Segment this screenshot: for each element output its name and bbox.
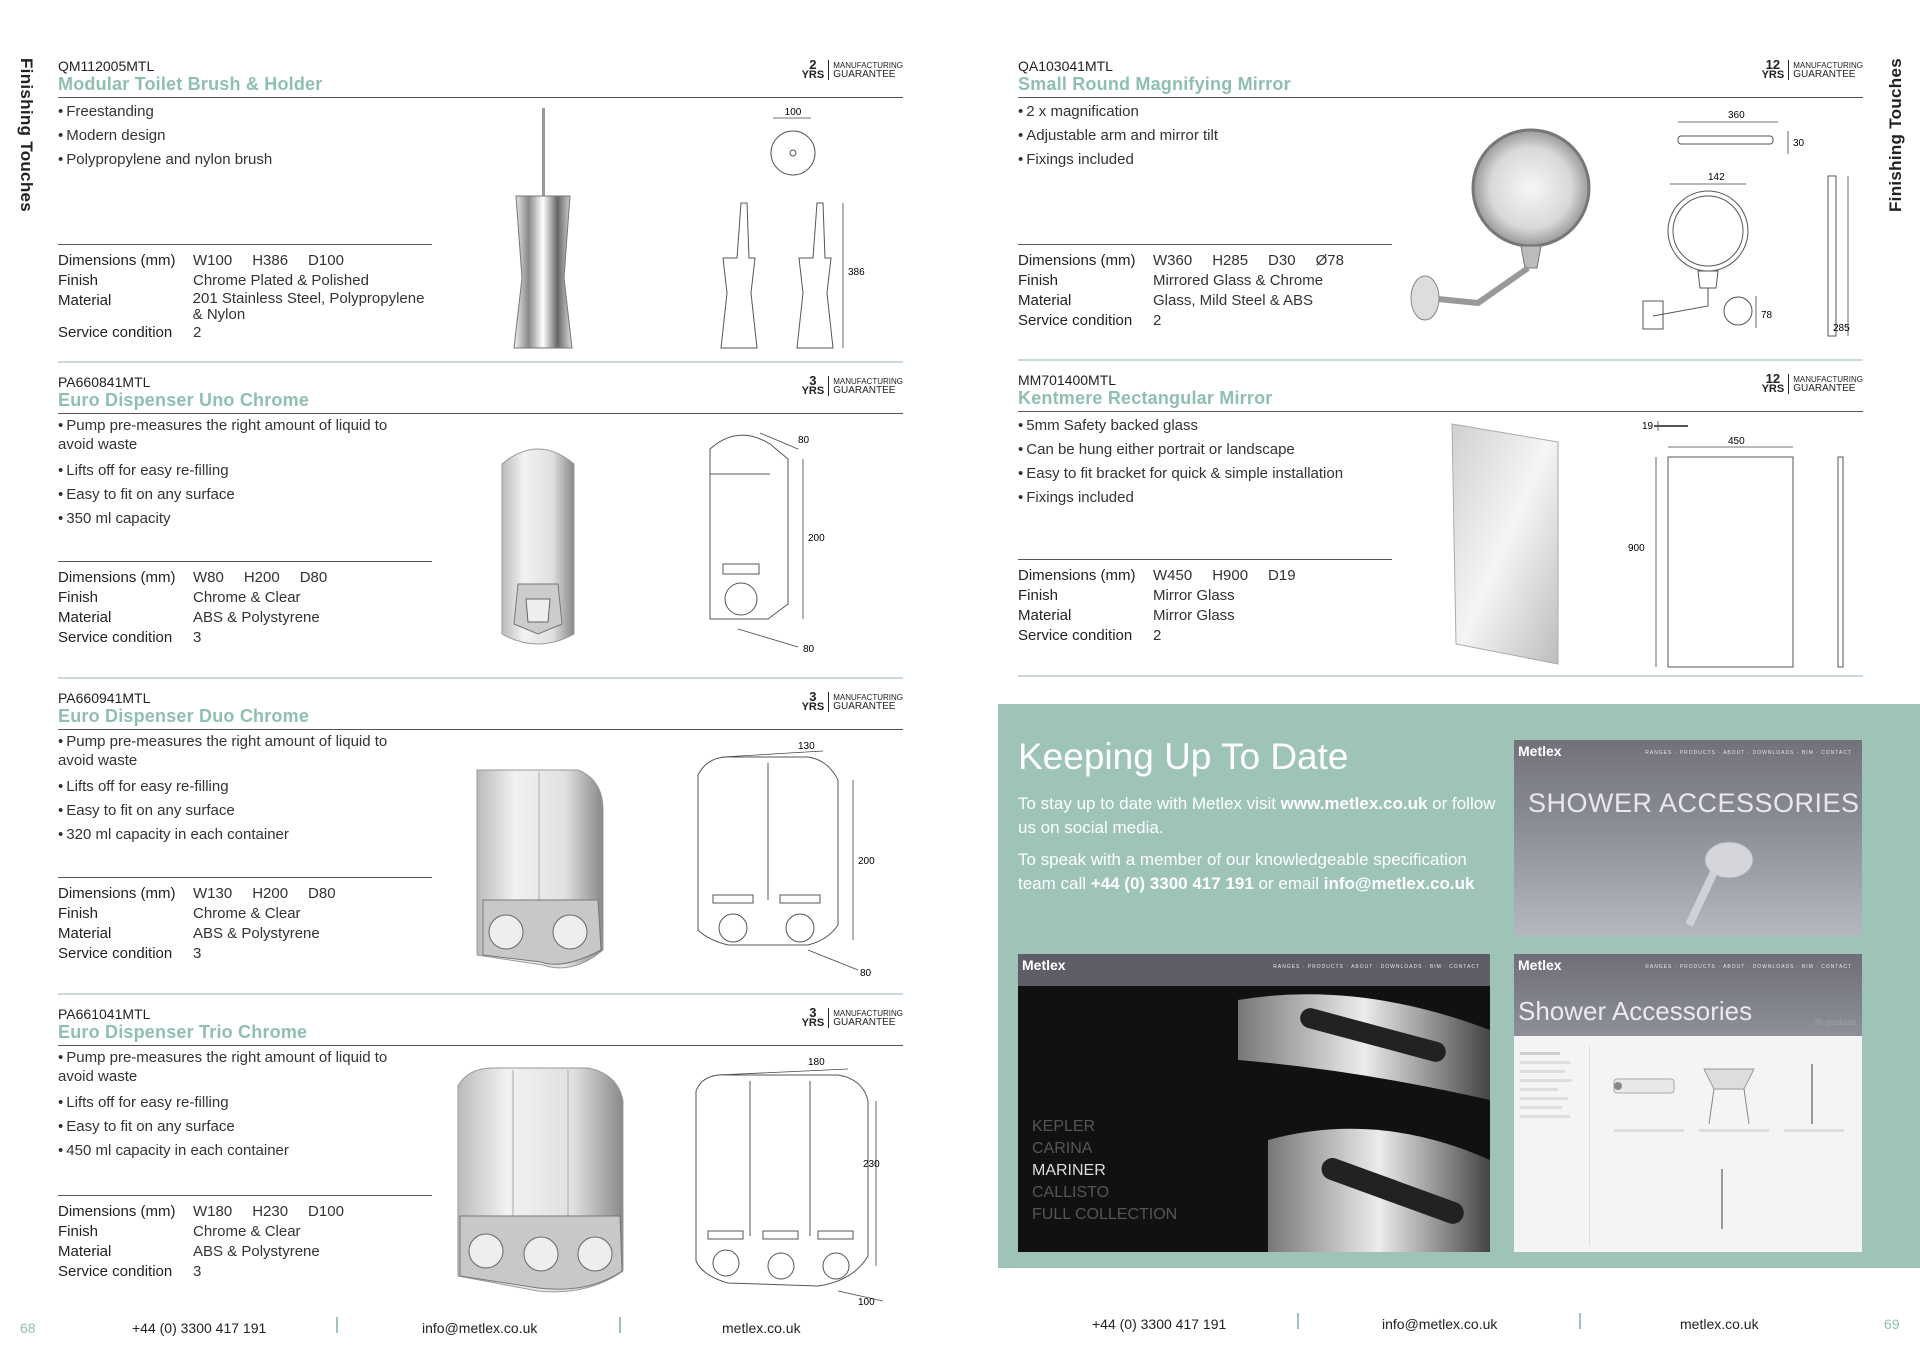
feature-list (58, 100, 272, 172)
collection-item[interactable]: KEPLER (1032, 1118, 1096, 1135)
feature-item: • Pump pre-measures the right amount of liquid to avoid waste (58, 733, 388, 769)
dimension-label: 80 (803, 644, 815, 654)
feature-item: • Modern design (58, 127, 166, 144)
dimension-label: 230 (863, 1159, 880, 1170)
spec-table: Dimensions (mm) W450 H900 D19 Finish Mirror Glass Material Mirror Glass Service condition 2 (1018, 559, 1392, 646)
toilet-brush-photo (498, 108, 588, 358)
feature-item: • Easy to fit on any surface (58, 1118, 235, 1135)
rectangular-mirror-photo (1450, 422, 1560, 667)
magnifying-mirror-photo (1403, 128, 1603, 343)
screenshot-heading: Shower Accessories (1518, 996, 1753, 1026)
divider (58, 1045, 903, 1046)
dimension-label: 142 (1708, 172, 1725, 183)
footer-phone-right[interactable]: +44 (0) 3300 417 191 (1092, 1316, 1227, 1332)
product-dispenser-uno (58, 374, 903, 679)
dimension-label: 80 (860, 968, 872, 979)
product-grid (1604, 1059, 1854, 1239)
screenshot-heading: SHOWER ACCESSORIES (1528, 788, 1860, 818)
collection-item[interactable]: FULL COLLECTION (1032, 1206, 1178, 1223)
divider (58, 993, 903, 995)
dispenser-duo-drawing (688, 735, 888, 980)
site-nav: RANGES · PRODUCTS · ABOUT · DOWNLOADS · BIM · CONTACT (1645, 750, 1852, 756)
product-name: Euro Dispenser Duo Chrome (58, 706, 310, 726)
magnifying-mirror-drawing (1638, 106, 1858, 356)
dispenser-trio-drawing (688, 1051, 893, 1306)
guarantee-badge: 3 YRS MANUFACTURING GUARANTEE (801, 1005, 903, 1029)
feature-item: • Polypropylene and nylon brush (58, 151, 273, 168)
dimension-label: 130 (798, 741, 815, 752)
dimension-label: 450 (1728, 436, 1745, 447)
product-name: Euro Dispenser Uno Chrome (58, 390, 310, 410)
guarantee-badge: 2 YRS MANUFACTURING GUARANTEE (801, 57, 903, 81)
dispenser-trio-photo (448, 1056, 628, 1296)
spec-table: Dimensions (mm) W130 H200 D80 Finish Chrome & Clear Material ABS & Polystyrene Service condition 3 (58, 877, 432, 964)
guarantee-badge: 12 YRS MANUFACTURING GUARANTEE (1761, 371, 1863, 395)
banner-title: Keeping Up To Date (1018, 736, 1349, 777)
product-name: Small Round Magnifying Mirror (1018, 74, 1291, 94)
metlex-logo: Metlex (1518, 957, 1562, 973)
footer-phone-left[interactable]: +44 (0) 3300 417 191 (132, 1320, 267, 1336)
footer-separator (1579, 1313, 1581, 1329)
feature-item: • 350 ml capacity (58, 510, 171, 527)
feature-item: • Easy to fit on any surface (58, 486, 235, 503)
product-code: QA103041MTL (1018, 58, 1113, 74)
feature-item: • 5mm Safety backed glass (1018, 417, 1199, 434)
banner-text-visit: To stay up to date with Metlex visit www.metlex.co.uk or follow us on social media. (1018, 794, 1496, 837)
divider (58, 729, 903, 730)
product-code: PA660941MTL (58, 690, 151, 706)
collection-item[interactable]: CARINA (1032, 1140, 1093, 1157)
feature-item: • Freestanding (58, 103, 154, 120)
feature-list (1018, 414, 1343, 510)
dimension-label: 30 (1793, 138, 1805, 149)
dimension-label: 200 (808, 533, 825, 544)
spec-table: Dimensions (mm) W80 H200 D80 Finish Chrome & Clear Material ABS & Polystyrene Service condition 3 (58, 561, 432, 648)
feature-item: • Pump pre-measures the right amount of liquid to avoid waste (58, 417, 388, 453)
feature-item: • Pump pre-measures the right amount of liquid to avoid waste (58, 1049, 388, 1085)
website-link[interactable]: www.metlex.co.uk (1280, 794, 1428, 813)
toilet-brush-drawing (713, 98, 893, 363)
spec-table: Dimensions (mm) W360 H285 D30 Ø78 Finish Mirrored Glass & Chrome Material Glass, Mild Steel & ABS Service condition 2 (1018, 244, 1392, 331)
product-code: PA660841MTL (58, 374, 151, 390)
site-nav: RANGES · PRODUCTS · ABOUT · DOWNLOADS · BIM · CONTACT (1645, 964, 1852, 970)
guarantee-badge: 12 YRS MANUFACTURING GUARANTEE (1761, 57, 1863, 81)
product-code: QM112005MTL (58, 58, 155, 74)
feature-item: • Fixings included (1018, 151, 1134, 168)
divider (58, 677, 903, 679)
collection-item[interactable]: CALLISTO (1032, 1184, 1110, 1201)
product-count: 36 products (1814, 1018, 1856, 1027)
footer-web-right[interactable]: metlex.co.uk (1680, 1316, 1759, 1332)
dimension-label: 100 (858, 1297, 875, 1306)
divider (1018, 359, 1863, 361)
dimension-label: 360 (1728, 110, 1745, 121)
feature-item: • Fixings included (1018, 489, 1134, 506)
dispenser-uno-photo (498, 434, 578, 654)
shower-head-image (1674, 830, 1764, 930)
product-dispenser-trio (58, 1006, 903, 1306)
banner-text-contact: To speak with a member of our knowledgeable specification team call +44 (0) 3300 417 191 or email info@metlex.co.uk (1018, 850, 1475, 893)
product-code: MM701400MTL (1018, 372, 1117, 388)
dimension-label: 19 (1642, 421, 1654, 432)
divider (58, 413, 903, 414)
website-screenshot-collections (1018, 954, 1490, 1252)
spec-table: Dimensions (mm) W100 H386 D100 Finish Chrome Plated & Polished Material 201 Stainless Steel, Polypropylene & Nylon Service condition 2 (58, 244, 432, 343)
feature-item: • Lifts off for easy re-filling (58, 1094, 229, 1111)
dimension-label: 180 (808, 1057, 825, 1068)
page-number-left: 68 (20, 1320, 36, 1336)
dimension-label: 285 (1833, 323, 1850, 334)
product-name: Euro Dispenser Trio Chrome (58, 1022, 308, 1042)
rectangular-mirror-drawing (1628, 417, 1858, 672)
product-name: Kentmere Rectangular Mirror (1018, 388, 1273, 408)
feature-item: • Can be hung either portrait or landscape (1018, 441, 1295, 458)
keeping-up-to-date-banner (998, 704, 1920, 1268)
website-screenshot-shower-accessories (1514, 740, 1862, 936)
guarantee-badge: 3 YRS MANUFACTURING GUARANTEE (801, 373, 903, 397)
website-screenshot-product-listing (1514, 954, 1862, 1252)
shower-product-image (1238, 990, 1490, 1252)
footer-separator (336, 1317, 338, 1333)
product-dispenser-duo (58, 690, 903, 995)
site-nav: RANGES · PRODUCTS · ABOUT · DOWNLOADS · BIM · CONTACT (1273, 964, 1480, 970)
collection-list (1032, 1116, 1177, 1226)
collection-item[interactable]: MARINER (1032, 1162, 1106, 1179)
dimension-label: 900 (1628, 543, 1645, 554)
divider (1018, 675, 1863, 677)
product-magnifying-mirror (1018, 58, 1863, 361)
feature-list (58, 416, 388, 531)
filter-sidebar (1520, 1046, 1590, 1246)
feature-item: • Easy to fit bracket for quick & simple installation (1018, 465, 1344, 482)
product-code: PA661041MTL (58, 1006, 151, 1022)
product-name: Modular Toilet Brush & Holder (58, 74, 323, 94)
feature-item: • Adjustable arm and mirror tilt (1018, 127, 1218, 144)
dimension-label: 100 (784, 107, 802, 118)
feature-list (58, 732, 388, 847)
metlex-logo: Metlex (1518, 743, 1562, 759)
spec-table: Dimensions (mm) W180 H230 D100 Finish Chrome & Clear Material ABS & Polystyrene Service condition 3 (58, 1195, 432, 1282)
footer-email-right[interactable]: info@metlex.co.uk (1382, 1316, 1498, 1332)
feature-item: • 320 ml capacity in each container (58, 826, 289, 843)
feature-item: • Easy to fit on any surface (58, 802, 235, 819)
dimension-label: 200 (858, 856, 875, 867)
section-title-left: Finishing Touches (17, 58, 36, 213)
divider (1018, 411, 1863, 412)
feature-item: • Lifts off for easy re-filling (58, 778, 229, 795)
feature-item: • 2 x magnification (1018, 103, 1139, 120)
footer-email-left[interactable]: info@metlex.co.uk (422, 1320, 538, 1336)
feature-item: • 450 ml capacity in each container (58, 1142, 289, 1159)
feature-list (1018, 100, 1218, 172)
footer-web-left[interactable]: metlex.co.uk (722, 1320, 801, 1336)
dimension-label: 80 (798, 435, 810, 446)
section-title-right: Finishing Touches (1886, 58, 1905, 213)
divider (1018, 97, 1863, 98)
footer-separator (619, 1317, 621, 1333)
product-rectangular-mirror (1018, 372, 1863, 677)
feature-list (58, 1048, 388, 1163)
email-link[interactable]: info@metlex.co.uk (1323, 874, 1475, 893)
feature-item: • Lifts off for easy re-filling (58, 462, 229, 479)
dimension-label: 78 (1761, 310, 1773, 321)
page-number-right: 69 (1884, 1316, 1900, 1332)
dispenser-duo-photo (473, 750, 608, 975)
footer-separator (1297, 1313, 1299, 1329)
phone-link[interactable]: +44 (0) 3300 417 191 (1090, 874, 1254, 893)
metlex-logo: Metlex (1022, 957, 1066, 973)
product-toilet-brush (58, 58, 903, 363)
dispenser-uno-drawing (698, 419, 848, 654)
dimension-label: 386 (848, 267, 865, 278)
guarantee-badge: 3 YRS MANUFACTURING GUARANTEE (801, 689, 903, 713)
